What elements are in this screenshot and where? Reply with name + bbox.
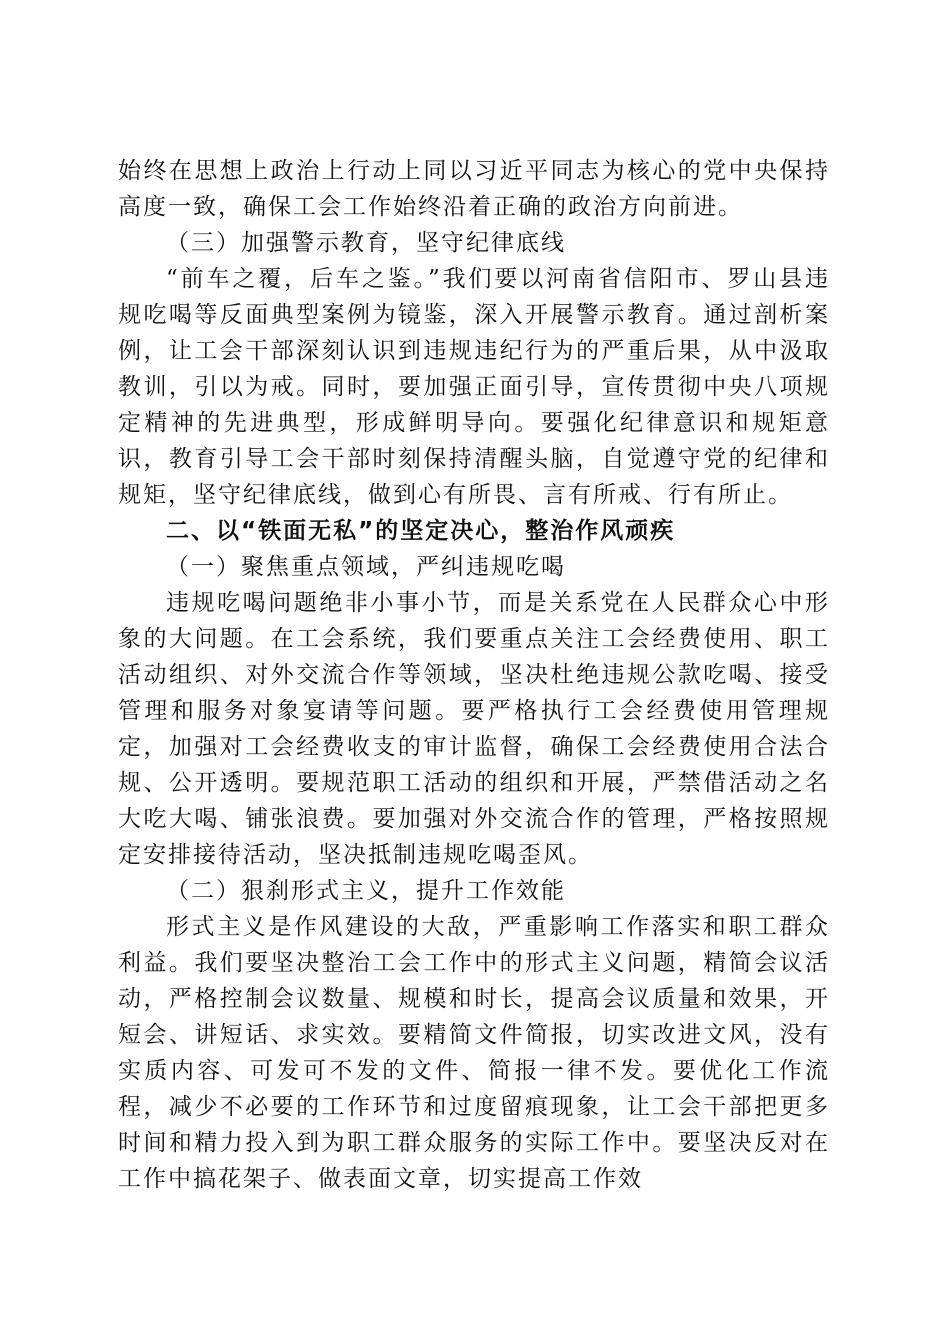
- section-heading-two: 二、以“铁面无私”的坚定决心，整治作风顽疾: [166, 518, 676, 544]
- document-body: [118, 153, 830, 1197]
- paragraph-warning-education: “前车之覆，后车之鉴。”我们要以河南省信阳市、罗山县违规吃喝等反面典型案例为镜鉴，深入开展警示教育。通过剖析案例，让工会干部深刻认识到违规违纪行为的严重后果，从中汲取教训，引以为戒。同时，要加强正面引导，宣传贯彻中央八项规定精神的先进典型，形成鲜明导向。要强化纪律意识和规矩意识，教育引导工会干部时刻保持清醒头脑，自觉遵守党的纪律和规矩，坚守纪律底线，做到心有所畏、言有所戒、行有所止。: [118, 266, 830, 508]
- paragraph-illegal-dining: 违规吃喝问题绝非小事小节，而是关系党在人民群众心中形象的大问题。在工会系统，我们要重点关注工会经费使用、职工活动组织、对外交流合作等领域，坚决杜绝违规公款吃喝、接受管理和服务对象宴请等问题。要严格执行工会经费使用管理规定，加强对工会经费收支的审计监督，确保工会经费使用合法合规、公开透明。要规范职工活动的组织和开展，严禁借活动之名大吃大喝、铺张浪费。要加强对外交流合作的管理，严格按照规定安排接待活动，坚决抵制违规吃喝歪风。: [118, 590, 830, 868]
- subheading-warning-education: （三）加强警示教育，坚守纪律底线: [166, 230, 566, 256]
- paragraph-continuation: 始终在思想上政治上行动上同以习近平同志为核心的党中央保持高度一致，确保工会工作始终沿着正确的政治方向前进。: [118, 158, 830, 220]
- paragraph-formalism: 形式主义是作风建设的大敌，严重影响工作落实和职工群众利益。我们要坚决整治工会工作中的形式主义问题，精简会议活动，严格控制会议数量、规模和时长，提高会议质量和效果，开短会、讲短话、求实效。要精简文件简报，切实改进文风，没有实质内容、可发可不发的文件、简报一律不发。要优化工作流程，减少不必要的工作环节和过度留痕现象，让工会干部把更多时间和精力投入到为职工群众服务的实际工作中。要坚决反对在工作中搞花架子、做表面文章，切实提高工作效: [118, 914, 830, 1192]
- subheading-illegal-dining: （一）聚焦重点领域，严纠违规吃喝: [166, 554, 566, 580]
- subheading-formalism: （二）狠刹形式主义，提升工作效能: [166, 878, 566, 904]
